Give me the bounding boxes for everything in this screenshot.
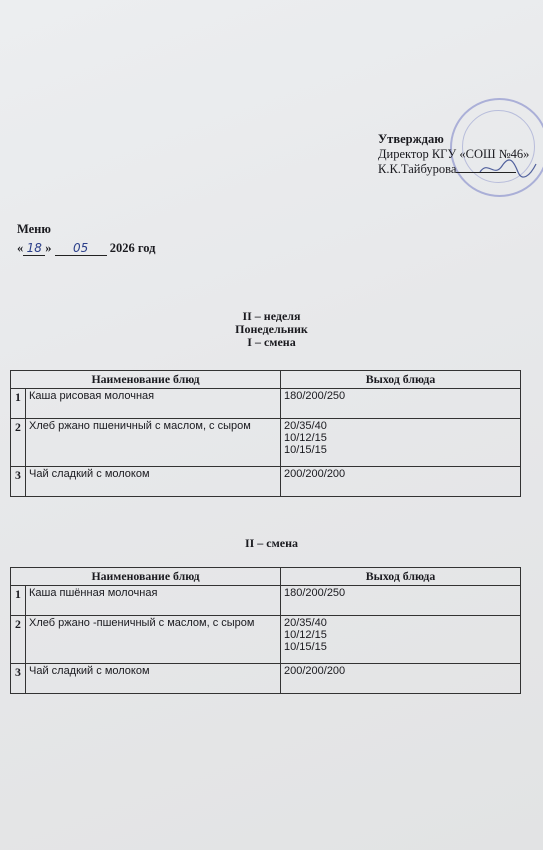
approval-director: Директор КГУ «СОШ №46» bbox=[378, 147, 530, 161]
date-quote-open: « bbox=[17, 241, 24, 255]
table-row bbox=[11, 664, 521, 694]
date-quote-close: » bbox=[45, 241, 52, 255]
date-month: 05 bbox=[55, 241, 107, 256]
row-number: 1 bbox=[11, 586, 26, 616]
header-portion: Выход блюда bbox=[281, 371, 521, 389]
portion-line: 20/35/40 bbox=[284, 617, 327, 629]
menu-title: Меню bbox=[17, 222, 51, 236]
portion-line: 20/35/40 bbox=[284, 420, 327, 432]
row-number: 2 bbox=[11, 616, 26, 664]
row-number: 3 bbox=[11, 664, 26, 694]
table-row bbox=[11, 419, 521, 467]
portion-line: 10/12/15 bbox=[284, 432, 327, 444]
header-portion: Выход блюда bbox=[281, 568, 521, 586]
row-number: 3 bbox=[11, 467, 26, 497]
portion: 200/200/200 bbox=[281, 467, 521, 497]
table-row bbox=[11, 467, 521, 497]
dish-name: Хлеб ржано -пшеничный с маслом, с сыром bbox=[26, 616, 281, 664]
shift1-label: I – смена bbox=[247, 335, 296, 349]
date-day: 18 bbox=[23, 241, 45, 256]
portion-line: 10/15/15 bbox=[284, 444, 327, 456]
table-header-row bbox=[11, 568, 521, 586]
header-dish-name: Наименование блюд bbox=[11, 371, 281, 389]
shift2-label: II – смена bbox=[244, 536, 299, 550]
portion: 180/200/250 bbox=[281, 389, 521, 419]
day-label: Понедельник bbox=[235, 322, 308, 336]
dish-name: Хлеб ржано пшеничный с маслом, с сыром bbox=[26, 419, 281, 467]
menu-date bbox=[17, 241, 155, 256]
portion-line: 10/12/15 bbox=[284, 629, 327, 641]
week-label: II – неделя bbox=[242, 309, 301, 323]
portion-line: 10/15/15 bbox=[284, 641, 327, 653]
shift2-table bbox=[10, 567, 521, 694]
approval-block bbox=[378, 132, 529, 177]
approval-name: К.К.Тайбурова bbox=[378, 162, 457, 176]
signature-line bbox=[456, 162, 516, 173]
table-row bbox=[11, 586, 521, 616]
row-number: 1 bbox=[11, 389, 26, 419]
dish-name: Чай сладкий с молоком bbox=[26, 664, 281, 694]
portion bbox=[281, 616, 521, 664]
table-header-row bbox=[11, 371, 521, 389]
approval-title: Утверждаю bbox=[378, 132, 444, 146]
portion: 200/200/200 bbox=[281, 664, 521, 694]
date-year: 2026 год bbox=[109, 241, 156, 255]
approval-name-line bbox=[378, 162, 529, 177]
dish-name: Каша рисовая молочная bbox=[26, 389, 281, 419]
portion bbox=[281, 419, 521, 467]
portion: 180/200/250 bbox=[281, 586, 521, 616]
row-number: 2 bbox=[11, 419, 26, 467]
dish-name: Чай сладкий с молоком bbox=[26, 467, 281, 497]
dish-name: Каша пшённая молочная bbox=[26, 586, 281, 616]
table-row bbox=[11, 616, 521, 664]
header-dish-name: Наименование блюд bbox=[11, 568, 281, 586]
shift1-table bbox=[10, 370, 521, 497]
table-row bbox=[11, 389, 521, 419]
